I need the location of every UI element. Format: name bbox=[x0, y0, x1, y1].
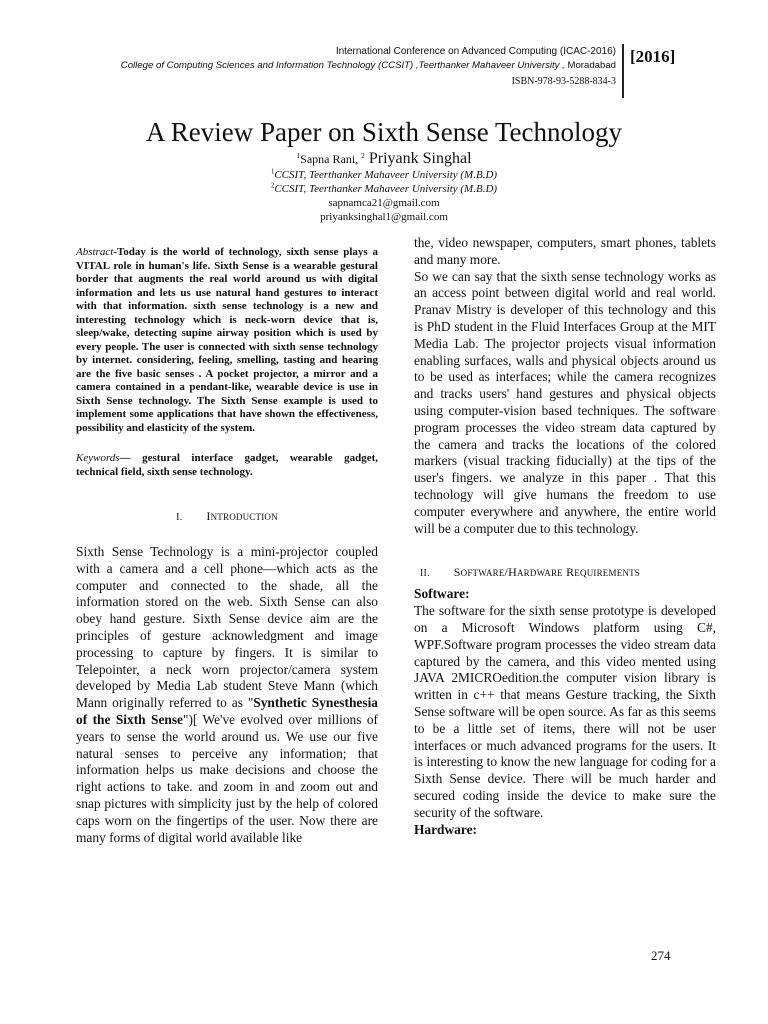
conference-year: [2016] bbox=[630, 47, 676, 66]
affiliation-2-text: CCSIT, Teerthanker Mahaveer University (M.B.D) bbox=[274, 183, 498, 195]
author2-sup: 2 bbox=[361, 151, 365, 160]
abstract-text: -Today is the world of technology, sixth sense plays a VITAL role in human's life. Sixth Sense is a wearable gestural border that augments the real world around us with digital information and lets us use natural hand gestures to interact with that information. sixth sense technology is a new and interesting technology which is neck-worn device that is, sleep/wake, detecting supine airway position which is used by every people. The user is connected with sixth sense technology by internet. considering, feeling, smelling, tasting and hearing are the five basic senses . A pocket projector, a mirror and a camera contained in a pendant-like, wearable device is use in Sixth Sense technology. The Sixth Sense example is used to implement some applications that have shown the effectiveness, possibility and elasticity of the system. bbox=[76, 246, 378, 434]
section-1-cap: I bbox=[206, 509, 211, 523]
section-2-number: II. bbox=[420, 568, 430, 580]
college-name bbox=[121, 60, 616, 71]
intro-text-2: ")[ We've evolved over millions of years to sense the world around us. We use our five natural senses to perceive any information; that information helps us make decisions and choose the right actions to take. and zoom in and zoom out and snap pictures with simplicity just by the help of colored caps worn on the fingertips of the user. Now there are many forms of digital world available like bbox=[76, 711, 378, 845]
affiliation-2-sup: 2 bbox=[270, 182, 275, 190]
hardware-subheading: Hardware: bbox=[414, 821, 477, 837]
college-place: Moradabad bbox=[564, 60, 616, 71]
author1-sup: 1 bbox=[296, 151, 301, 160]
isbn: ISBN-978-93-5288-834-3 bbox=[511, 76, 616, 87]
section-2-rest2: ARDWARE bbox=[516, 568, 563, 579]
author2-name: Priyank Singhal bbox=[364, 150, 472, 167]
affiliation-1-text: CCSIT, Teerthanker Mahaveer University (M.B.D) bbox=[274, 169, 498, 181]
affiliation-2 bbox=[0, 182, 768, 196]
keywords-text: — gestural interface gadget, wearable gadget, technical field, sixth sense technology. bbox=[76, 452, 378, 478]
section-2-cap2: H bbox=[508, 565, 517, 580]
authors bbox=[0, 150, 768, 168]
header-divider bbox=[622, 44, 624, 98]
author1-name: Sapna Rani, bbox=[300, 152, 362, 166]
email-1[interactable]: sapnamca21@gmail.com bbox=[328, 197, 440, 209]
section-2-cap3: R bbox=[566, 565, 575, 580]
intro-continued-paragraph-1: the, video newspaper, computers, smart phones, tablets and many more. bbox=[414, 235, 716, 267]
right-column bbox=[414, 235, 716, 838]
software-subheading: Software: bbox=[414, 586, 470, 602]
intro-continued-paragraph-2: So we can say that the sixth sense technology works as an access point between digital world and real world. Pranav Mistry is developer of this technology and this is PhD student in the Fluid Interfaces Group at the MIT Media Lab. The projector projects visual information enabling surfaces, walls and physical objects around us to be used as interfaces; while the camera recognizes and tracks users' hand gestures and physical objects using computer-vision based techniques. The software program processes the video stream data captured by the camera and tracks the locations of the colored markers (visual tracking fiducially) at the tips of the user's fingers. we analyze in this paper . That this technology will give humans the freedom to use computer everywhere and anywhere, the entire world will be a computer due to this technology. bbox=[414, 268, 716, 536]
intro-text-1: Sixth Sense Technology is a mini-projector coupled with a camera and a cell phone—which acts as the computer and connected to the shade, all the information stored on the web. Sixth Sense can also obey hand gesture. Sixth Sense device aim are the principles of gesture acknowledgment and image processing to capture by fingers. It is similar to Telepointer, a neck worn projector/camera system developed by Media Lab student Steve Mann (which Mann originally referred to as " bbox=[76, 544, 378, 711]
section-2-cap1: S bbox=[453, 565, 461, 580]
affiliation-1-sup: 1 bbox=[270, 168, 275, 176]
left-column bbox=[76, 246, 378, 846]
keywords bbox=[76, 452, 378, 479]
keywords-label: Keywords bbox=[76, 452, 120, 464]
affiliation-1 bbox=[0, 168, 768, 182]
abstract bbox=[76, 246, 378, 435]
introduction-paragraph bbox=[76, 544, 378, 846]
section-heading-requirements bbox=[414, 565, 716, 580]
section-2-rest3: EQUIREMENTS bbox=[574, 568, 640, 579]
section-heading-introduction bbox=[76, 509, 378, 524]
page-header bbox=[0, 44, 768, 100]
conference-name: International Conference on Advanced Computing (ICAC-2016) bbox=[335, 46, 616, 57]
college-text: College of Computing Sciences and Information Technology (CCSIT) ,Teerthanker Mahaveer University , bbox=[120, 60, 565, 71]
software-paragraph: The software for the sixth sense prototype is developed on a Microsoft Windows platform using C#, WPF.Software program processes the video stream data captured by the camera, and this video mented using JAVA 2MICROedition.the computer vision library is written in c++ that means Gesture tracking, the Sixth Sense software will be open source. As far as this seems to be a little set of items, there will not be user interfaces or much advanced programs for the users. It is interesting to know the new language for coding for a Sixth Sense device. There will be much harder and secured coding inside the device to make sure the security of the software. bbox=[414, 603, 716, 820]
section-1-number: I. bbox=[176, 512, 183, 523]
abstract-label: Abstract bbox=[76, 246, 114, 258]
paper-title: A Review Paper on Sixth Sense Technology bbox=[145, 117, 623, 147]
intro-bold-term: Synthetic Synesthesia of the Sixth Sense bbox=[76, 695, 378, 727]
page-number: 274 bbox=[651, 948, 671, 963]
section-1-rest: NTRODUCTION bbox=[210, 512, 278, 522]
email-2[interactable]: priyanksinghal1@gmail.com bbox=[320, 211, 448, 223]
section-2-slash: / bbox=[504, 565, 509, 580]
section-2-rest1: OFTWARE bbox=[460, 568, 505, 579]
